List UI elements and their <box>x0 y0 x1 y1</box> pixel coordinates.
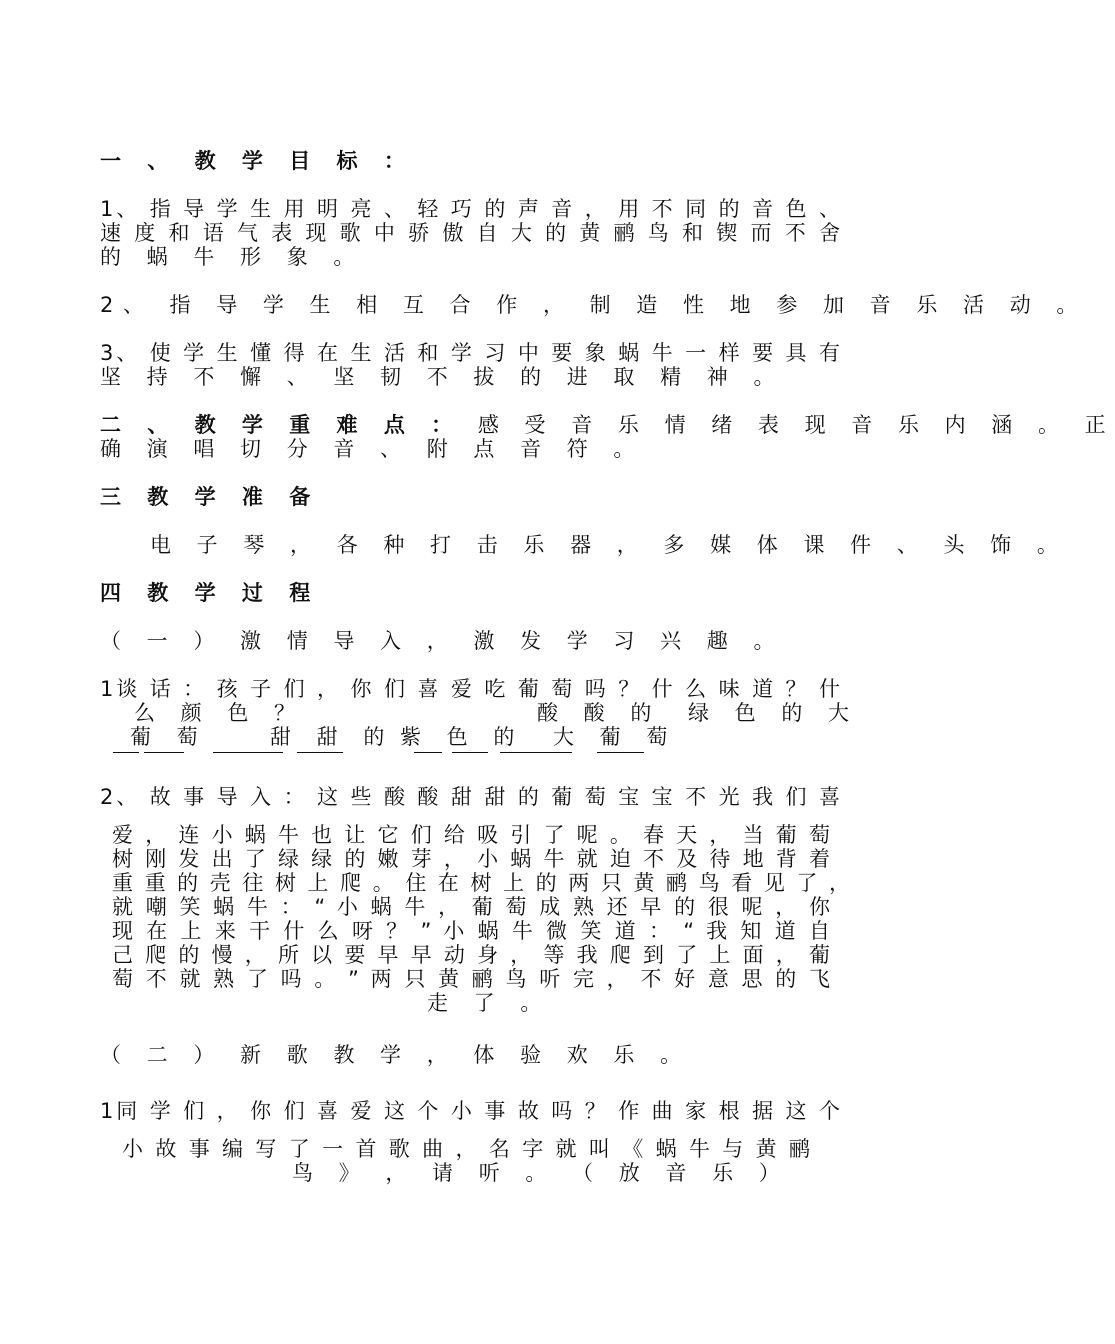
word-purple: 紫 色 的 <box>400 725 524 749</box>
talk-line-2b: 酸 酸 的 <box>537 701 661 725</box>
blank-line <box>500 752 572 753</box>
story-line-8: 萄 不 就 熟 了 吗 。 ” 两 只 黄 鹂 鸟 听 完 ， 不 好 意 思 的 飞 <box>112 967 832 991</box>
blank-line <box>452 752 488 753</box>
word-sweet: 甜 甜 的 <box>270 725 394 749</box>
heading-preparation: 三 教 学 准 备 <box>100 485 320 509</box>
objective-1-line-2: 速 度 和 语 气 表 现 歌 中 骄 傲 自 大 的 黄 鹂 鸟 和 锲 而 不 舍 <box>100 221 842 245</box>
blank-line <box>144 752 184 753</box>
objective-1-line-3: 的 蜗 牛 形 象 。 <box>100 245 364 269</box>
word-grape: 葡 萄 <box>130 725 208 749</box>
blank-line <box>213 752 283 753</box>
heading-key-points: 二 、 教 学 重 难 点 ： <box>100 413 462 437</box>
talk-line-2c: 绿 色 的 大 <box>688 701 859 725</box>
objective-3-line-2: 坚 持 不 懈 、 坚 韧 不 拔 的 进 取 精 神 。 <box>100 365 784 389</box>
talk-line-2a: 么 颜 色 ？ <box>134 701 305 725</box>
story-line-2: 爱 ， 连 小 蜗 牛 也 让 它 们 给 吸 引 了 呢 。 春 天 ， 当 葡 萄 <box>112 823 832 847</box>
story-line-1: 2、 故 事 导 入 ： 这 些 酸 酸 甜 甜 的 葡 萄 宝 宝 不 光 我 们 喜 <box>100 785 842 809</box>
objective-1-line-1: 1、 指 导 学 生 用 明 亮 、 轻 巧 的 声 音 ， 用 不 同 的 音 色 、 <box>100 197 842 221</box>
heading-teaching-process: 四 教 学 过 程 <box>100 581 320 605</box>
blank-line <box>597 752 644 753</box>
preparation-text: 电 子 琴 ， 各 种 打 击 乐 器 ， 多 媒 体 课 件 、 头 饰 。 <box>150 533 1068 557</box>
key-points-line-2: 确 演 唱 切 分 音 、 附 点 音 符 。 <box>100 437 644 461</box>
story-line-6: 现 在 上 来 干 什 么 呀 ？ ” 小 蜗 牛 微 笑 道 ： “ 我 知 道 自 <box>112 919 832 943</box>
objective-2: 2、 指 导 学 生 相 互 合 作 ， 制 造 性 地 参 加 音 乐 活 动 。 <box>100 293 1087 317</box>
story-line-3: 树 刚 发 出 了 绿 绿 的 嫩 芽 ， 小 蜗 牛 就 迫 不 及 待 地 背 着 <box>112 847 832 871</box>
blank-line <box>297 752 343 753</box>
blank-line <box>113 752 139 753</box>
story-line-9: 走 了 。 <box>427 991 551 1015</box>
part-1-title: （ 一 ） 激 情 导 入 ， 激 发 学 习 兴 趣 。 <box>100 629 784 653</box>
heading-teaching-objectives: 一 、 教 学 目 标 ： <box>100 149 415 173</box>
song-line-3: 鸟 》 ， 请 听 。 （ 放 音 乐 ） <box>292 1161 790 1185</box>
talk-line-1: 1谈 话 ： 孩 子 们 ， 你 们 喜 爱 吃 葡 萄 吗 ？ 什 么 味 道 ？ 什 <box>100 677 842 701</box>
key-points-text-1: 感 受 音 乐 情 绪 表 现 音 乐 内 涵 。 正 <box>477 413 1115 437</box>
story-line-4: 重 重 的 壳 往 树 上 爬 。 住 在 树 上 的 两 只 黄 鹂 鸟 看 见 了 ， <box>112 871 852 895</box>
part-2-title: （ 二 ） 新 歌 教 学 ， 体 验 欢 乐 。 <box>100 1043 691 1067</box>
blank-line <box>414 752 442 753</box>
story-line-5: 就 嘲 笑 蜗 牛 ： “ 小 蜗 牛 ， 葡 萄 成 熟 还 早 的 很 呢 ， 你 <box>112 895 832 919</box>
story-line-7: 己 爬 的 慢 ， 所 以 要 早 早 动 身 ， 等 我 爬 到 了 上 面 ， 葡 <box>112 943 832 967</box>
song-line-1: 1同 学 们 ， 你 们 喜 爱 这 个 小 事 故 吗 ？ 作 曲 家 根 据 这 个 <box>100 1099 842 1123</box>
key-points-line-1 <box>100 412 1115 438</box>
song-line-2: 小 故 事 编 写 了 一 首 歌 曲 ， 名 字 就 叫 《 蜗 牛 与 黄 鹂 <box>122 1137 812 1161</box>
objective-3-line-1: 3、 使 学 生 懂 得 在 生 活 和 学 习 中 要 象 蜗 牛 一 样 要 具 有 <box>100 341 842 365</box>
word-big-grape: 大 葡 萄 <box>553 725 677 749</box>
